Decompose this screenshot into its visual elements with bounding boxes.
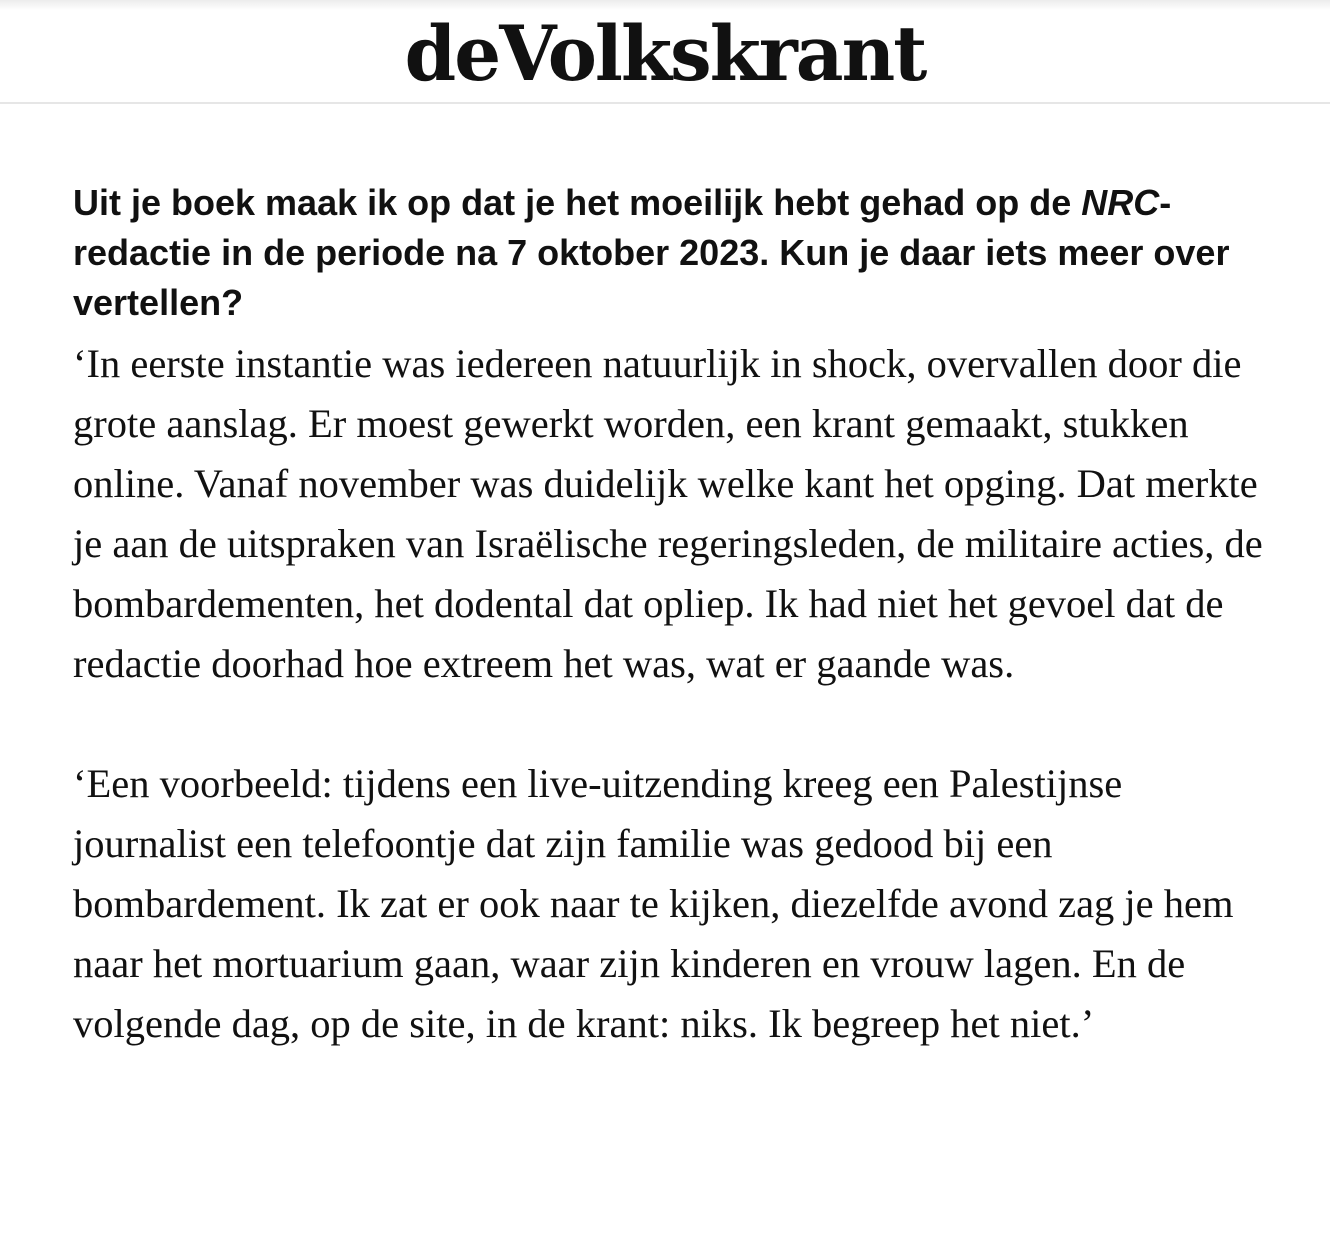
question-text-start: Uit je boek maak ik op dat je het moeilijk hebt gehad op de — [73, 182, 1082, 223]
question-emphasis: NRC — [1081, 182, 1160, 223]
article-body — [73, 178, 1273, 1054]
interview-question — [73, 178, 1273, 328]
answer-paragraph-2: ‘Een voorbeeld: tijdens een live-uitzending kreeg een Palestijnse journalist een telefoontje dat zijn familie was gedood bij een bombardement. Ik zat er ook naar te kijken, diezelfde avond zag je hem naar het mortuarium gaan, waar zijn kinderen en vrouw lagen. En de volgende dag, op de site, in de krant: niks. Ik begreep het niet.’ — [73, 761, 1234, 1046]
question-text-end: -redactie in de periode na 7 oktober 2023. Kun je daar iets meer over vertellen? — [73, 182, 1230, 323]
answer-paragraph-1: ‘In eerste instantie was iedereen natuurlijk in shock, overvallen door die grote aanslag. Er moest gewerkt worden, een krant gemaakt, stukken online. Vanaf november was duidelijk welke kant het opging. Dat merkte je aan de uitspraken van Israëlische regeringsleden, de militaire acties, de bombardementen, het dodental dat opliep. Ik had niet het gevoel dat de redactie doorhad hoe extreem het was, wat er gaande was. — [73, 341, 1263, 686]
masthead — [0, 0, 1330, 104]
volkskrant-logo[interactable]: deVolkskrant — [404, 9, 926, 98]
